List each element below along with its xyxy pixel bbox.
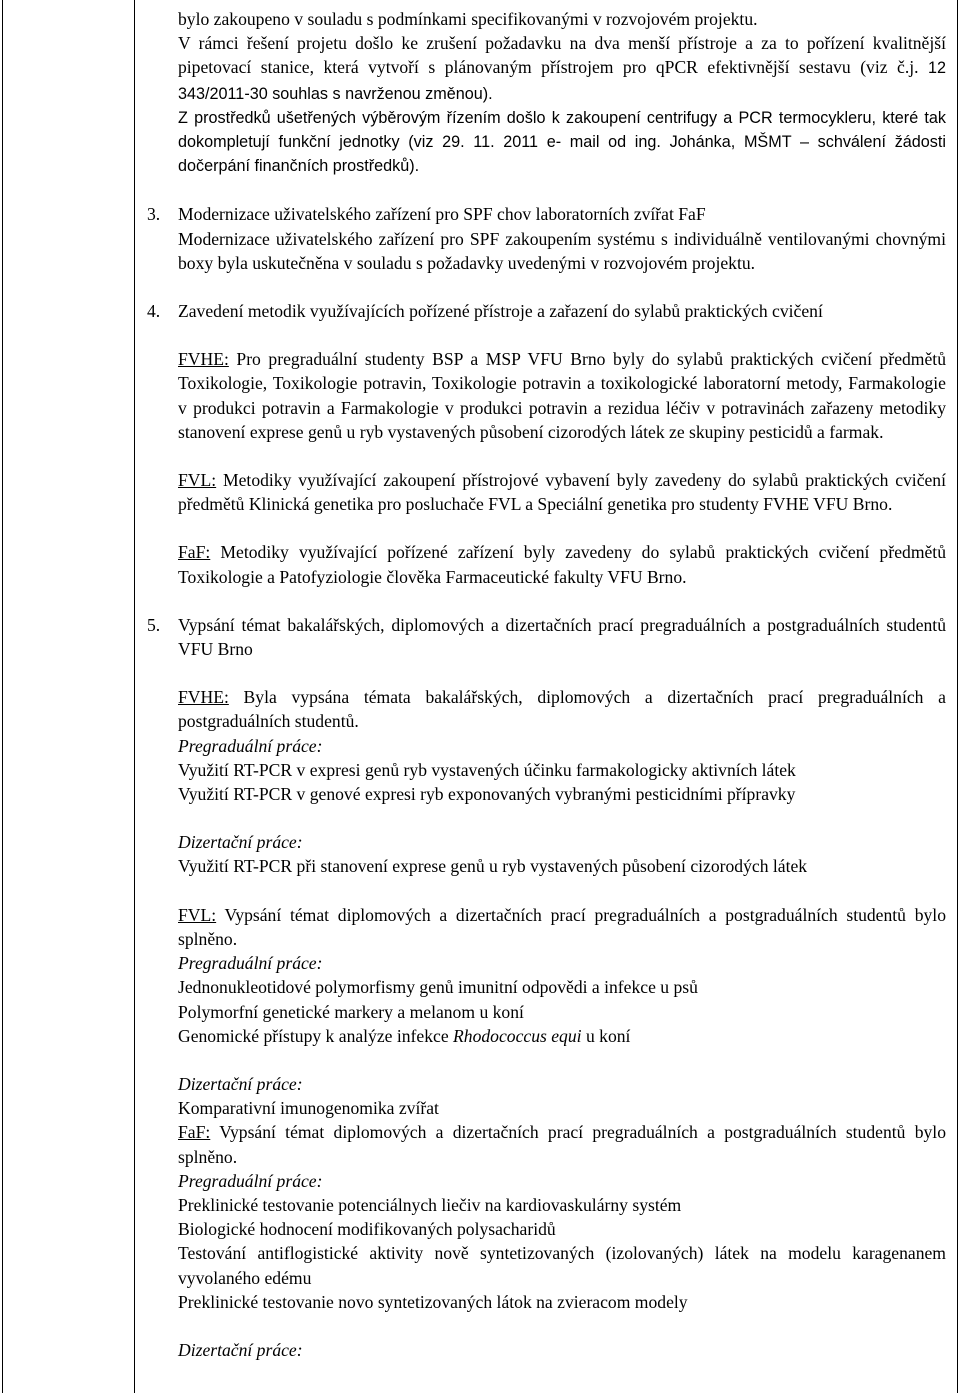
list-item: Testování antiflogistické aktivity nově syntetizovaných (izolovaných) látek na modelu karagenanem vyvolaného edému bbox=[178, 1243, 946, 1288]
section5-fvl-text: Vypsání témat diplomových a dizertačních prací pregraduálních a postgraduálních studentů bylo splněno. bbox=[178, 904, 946, 949]
section4-heading: Zavedení metodik využívajících pořízené přístroje a zařazení do sylabů praktických cvičení bbox=[178, 301, 823, 322]
table-border-left bbox=[2, 0, 3, 1393]
section5-faf-dizert-label: Dizertační práce: bbox=[178, 1339, 303, 1360]
list-item: Polymorfní genetické markery a melanom u koní bbox=[178, 1001, 524, 1022]
section4-fvhe-label: FVHE: bbox=[178, 349, 229, 370]
list-item: Jednonukleotidové polymorfismy genů imunitní odpovědi a infekce u psů bbox=[178, 977, 698, 998]
section5-fvl-label: FVL: bbox=[178, 904, 217, 925]
section5-fvhe-paragraph bbox=[178, 685, 946, 733]
section5-fvl-pregrad-label: Pregraduální práce: bbox=[178, 953, 323, 974]
section4-number: 4. bbox=[147, 301, 161, 322]
section4-faf-paragraph bbox=[178, 540, 946, 588]
section4-faf-label: FaF: bbox=[178, 542, 211, 563]
section5-number: 5. bbox=[147, 614, 161, 635]
list-item: Preklinické testovanie potenciálnych liečiv na kardiovaskulárny systém bbox=[178, 1194, 682, 1215]
list-item: Preklinické testovanie novo syntetizovaných látok na zvieracom modely bbox=[178, 1291, 688, 1312]
section5-fvhe-text: Byla vypsána témata bakalářských, diplomových a dizertačních prací pregraduálních a postgraduálních studentů. bbox=[178, 687, 946, 732]
section4-faf-text: Metodiky využívající pořízené zařízení byly zavedeny do sylabů praktických cvičení předmětů Toxikologie a Patofyziologie člověka Farmaceutické fakulty VFU Brno. bbox=[178, 542, 946, 587]
section5-faf-label: FaF: bbox=[178, 1122, 211, 1143]
section5-fvhe-pregrad-label: Pregraduální práce: bbox=[178, 735, 323, 756]
species-name: Rhodococcus equi bbox=[453, 1025, 582, 1046]
section4-fvl-label: FVL: bbox=[178, 470, 217, 491]
table-border-right bbox=[957, 0, 958, 1393]
section3 bbox=[147, 202, 946, 275]
report-text bbox=[147, 7, 946, 1362]
section2-savings-paragraph: Z prostředků ušetřených výběrovým řízením došlo k zakoupení centrifugy a PCR termocykleru, které tak dokompletují funkční jednotky (viz 29. 11. 2011 e- mail od ing. Johánka, MŠMT – schválení žádosti dočerpání finančních prostředků). bbox=[178, 108, 946, 176]
section5-fvhe-dizert-label: Dizertační práce: bbox=[178, 832, 303, 853]
section5-faf-text: Vypsání témat diplomových a dizertačních prací pregraduálních a postgraduálních studentů bylo splněno. bbox=[178, 1122, 946, 1167]
list-item bbox=[178, 1024, 946, 1048]
section5-fvl-dizert-label: Dizertační práce: bbox=[178, 1073, 303, 1094]
section5-faf-pregrad-label: Pregraduální práce: bbox=[178, 1170, 323, 1191]
list-item-text: u koní bbox=[581, 1025, 631, 1046]
section5-fvl-paragraph bbox=[178, 903, 946, 951]
list-item: Biologické hodnocení modifikovaných polysacharidů bbox=[178, 1219, 556, 1240]
section4-fvl-paragraph bbox=[178, 468, 946, 516]
list-item-text: Genomické přístupy k analýze infekce bbox=[178, 1025, 454, 1046]
list-item: Využití RT-PCR v genové expresi ryb exponovaných vybranými pesticidními přípravky bbox=[178, 784, 796, 805]
list-item: Využití RT-PCR v expresi genů ryb vystavených účinku farmakologicky aktivních látek bbox=[178, 759, 796, 780]
section3-body: Modernizace uživatelského zařízení pro SPF zakoupením systému s individuálně ventilovanými chovnými boxy byla uskutečněna v souladu s požadavky uvedenými v rozvojovém projektu. bbox=[178, 228, 946, 273]
section4-fvhe-text: Pro pregraduální studenty BSP a MSP VFU Brno byly do sylabů praktických cvičení předmětů Toxikologie, Toxikologie potravin, Toxikologie potravin a toxikologické laboratorní metody, Farmakologie v produkci potravin a Farmakologie v produkci potravin a rezidua léčiv v potravinách zařazeny metodiky stanovení exprese genů u ryb vystavených působení cizorodých látek ze skupiny pesticidů a farmak. bbox=[178, 349, 946, 442]
section4-fvhe-paragraph bbox=[178, 347, 946, 444]
section2-paragraph bbox=[178, 31, 946, 106]
section4-fvl-text: Metodiky využívající zakoupení přístrojové vybavení byly zavedeny do sylabů praktických cvičení předmětů Klinická genetika pro posluchače FVL a Speciální genetika pro studenty FVHE VFU Brno. bbox=[178, 470, 946, 515]
section5-heading: Vypsání témat bakalářských, diplomových a dizertačních prací pregraduálních a postgraduálních studentů VFU Brno bbox=[178, 614, 946, 660]
section5-faf-paragraph bbox=[178, 1120, 946, 1168]
section2-line: bylo zakoupeno v souladu s podmínkami specifikovanými v rozvojovém projektu. bbox=[178, 9, 758, 29]
section2-paragraph-text: V rámci řešení projetu došlo ke zrušení požadavku na dva menší přístroje a za to pořízení kvalitnější pipetovací stanice, která vytvoří s plánovaným přístrojem pro qPCR efektivnější sestavu (viz č.j. bbox=[178, 33, 946, 78]
table-border-column bbox=[134, 0, 135, 1393]
section2-reference: 12 343/2011-30 souhlas s navrženou změnou). bbox=[178, 59, 946, 103]
section3-number: 3. bbox=[147, 204, 161, 225]
list-item: Využití RT-PCR při stanovení exprese genů u ryb vystavených působení cizorodých látek bbox=[178, 856, 808, 877]
list-item: Komparativní imunogenomika zvířat bbox=[178, 1098, 439, 1119]
section3-heading: Modernizace uživatelského zařízení pro SPF chov laboratorních zvířat FaF bbox=[178, 204, 706, 225]
section5-fvhe-label: FVHE: bbox=[178, 687, 229, 708]
section5 bbox=[147, 613, 946, 1362]
section4 bbox=[147, 299, 946, 589]
